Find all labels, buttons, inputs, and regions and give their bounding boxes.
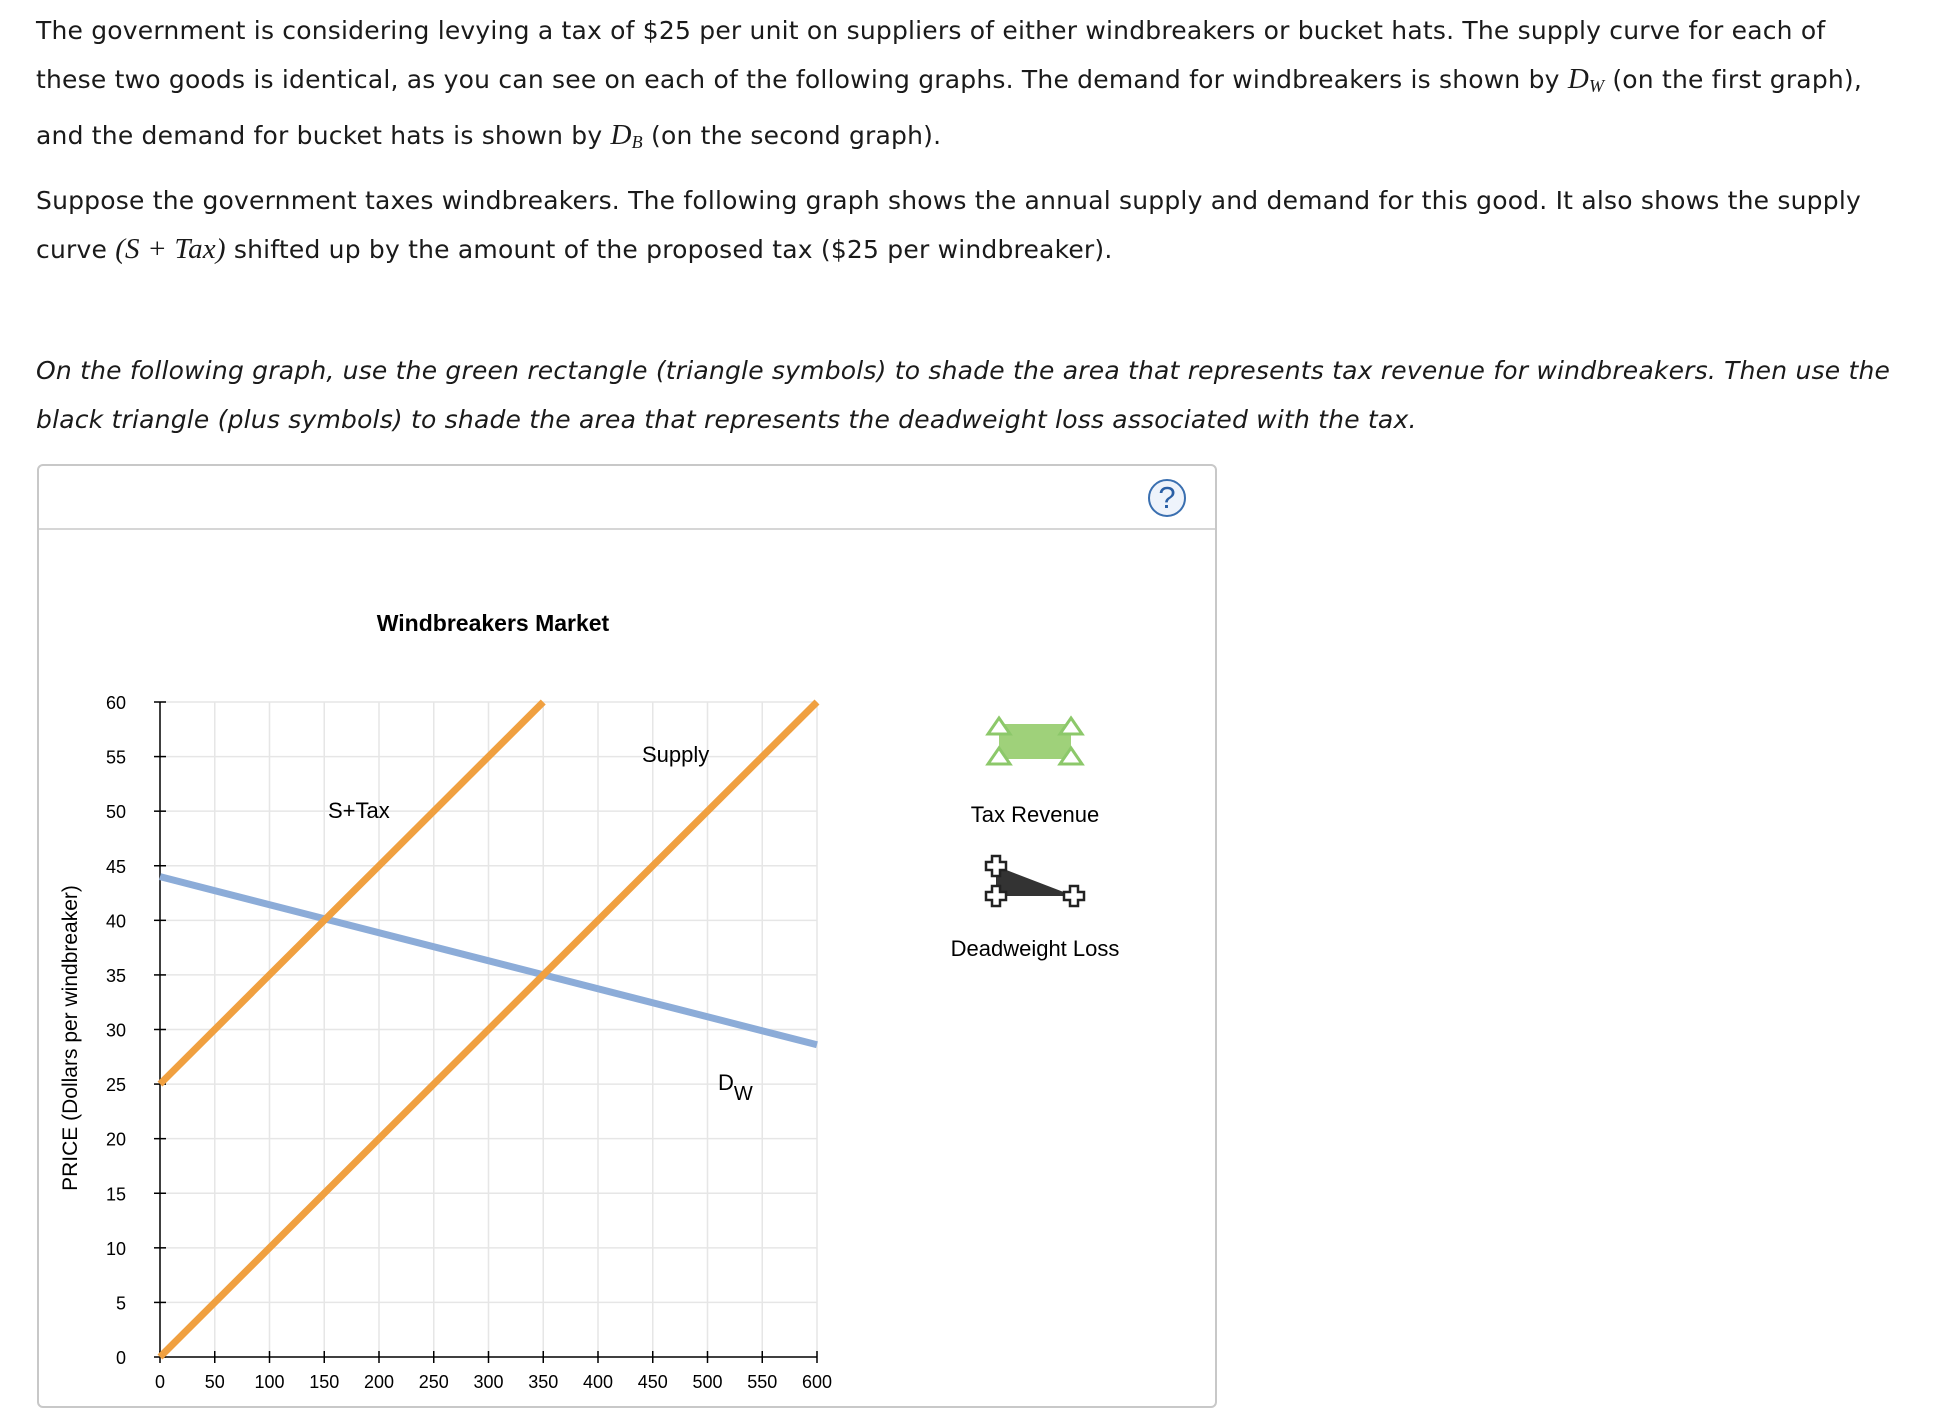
x-tick-label: 100 bbox=[254, 1372, 285, 1388]
x-tick-label: 350 bbox=[528, 1372, 559, 1388]
y-tick-label: 30 bbox=[105, 1020, 126, 1041]
tax-revenue-tool[interactable] bbox=[988, 718, 1082, 764]
demand-buckethats-symbol: $D_B$ bbox=[610, 119, 643, 152]
deadweight-loss-label: Deadweight Loss bbox=[950, 936, 1120, 961]
intro-text-b: (on the first graph), and the demand for bucket hats is shown by bbox=[36, 65, 1863, 150]
x-tick-label: 150 bbox=[309, 1372, 340, 1388]
tax-revenue-rectangle-icon bbox=[999, 724, 1071, 759]
y-tick-label: 25 bbox=[105, 1075, 126, 1096]
plus-handle-icon bbox=[1064, 886, 1084, 906]
intro-text-a: The government is considering levying a tax of $25 per unit on suppliers of either windbreakers or bucket hats. The supply curve for each of these two goods is identical, as you can see on each of the following graphs. The demand for windbreakers is shown by bbox=[36, 16, 1826, 94]
y-tick-label: 40 bbox=[105, 911, 126, 932]
x-tick-label: 600 bbox=[801, 1372, 833, 1388]
x-tick-label: 300 bbox=[473, 1372, 504, 1388]
y-tick-label: 10 bbox=[105, 1238, 126, 1259]
x-tick-label: 550 bbox=[747, 1372, 778, 1388]
x-tick-label: 400 bbox=[582, 1372, 614, 1388]
tax-revenue-label: Tax Revenue bbox=[970, 802, 1100, 827]
x-tick-label: 250 bbox=[418, 1372, 449, 1388]
deadweight-loss-triangle-icon bbox=[996, 866, 1074, 896]
y-tick-label: 35 bbox=[105, 965, 126, 986]
demand-curve-label: DW bbox=[718, 1070, 753, 1105]
y-tick-label: 5 bbox=[115, 1293, 126, 1314]
chart-title: Windbreakers Market bbox=[376, 610, 610, 636]
y-tick-label: 50 bbox=[105, 802, 126, 823]
deadweight-loss-tool[interactable] bbox=[986, 856, 1084, 906]
supply-curve-label: Supply bbox=[642, 742, 710, 767]
y-tick-label: 0 bbox=[115, 1348, 126, 1368]
s-plus-tax-symbol: (S + Tax) bbox=[115, 233, 226, 265]
tax-description-paragraph: Suppose the government taxes windbreakers. The following graph shows the annual supply and demand for this good. It also shows the supply curve (S + Tax) shifted up by the amount of the proposed tax ($25 per windbreaker). bbox=[36, 186, 1861, 265]
y-tick-label: 60 bbox=[105, 693, 126, 713]
intro-text-c: (on the second graph). bbox=[642, 121, 942, 150]
y-tick-label: 45 bbox=[105, 856, 126, 877]
y-tick-label: 15 bbox=[105, 1184, 126, 1205]
x-tick-label: 450 bbox=[637, 1372, 668, 1388]
x-tick-label: 500 bbox=[692, 1372, 723, 1388]
y-axis-label: PRICE (Dollars per windbreaker) bbox=[59, 885, 82, 1191]
x-tick-label: 200 bbox=[363, 1372, 395, 1388]
instruction-paragraph: On the following graph, use the green rectangle (triangle symbols) to shade the area that represents tax revenue for windbreakers. Then use the black triangle (plus symbols) to shade the area that represents the deadweight loss associated with the tax. bbox=[36, 356, 1891, 434]
help-icon[interactable]: ? bbox=[1148, 479, 1186, 517]
x-tick-label: 50 bbox=[204, 1372, 225, 1388]
x-tick-label: 0 bbox=[154, 1372, 166, 1388]
y-tick-label: 55 bbox=[105, 747, 126, 768]
demand-windbreakers-symbol: $D_W$ bbox=[1567, 63, 1605, 96]
s-plus-tax-curve-label: S+Tax bbox=[328, 798, 390, 823]
y-tick-label: 20 bbox=[105, 1129, 126, 1150]
